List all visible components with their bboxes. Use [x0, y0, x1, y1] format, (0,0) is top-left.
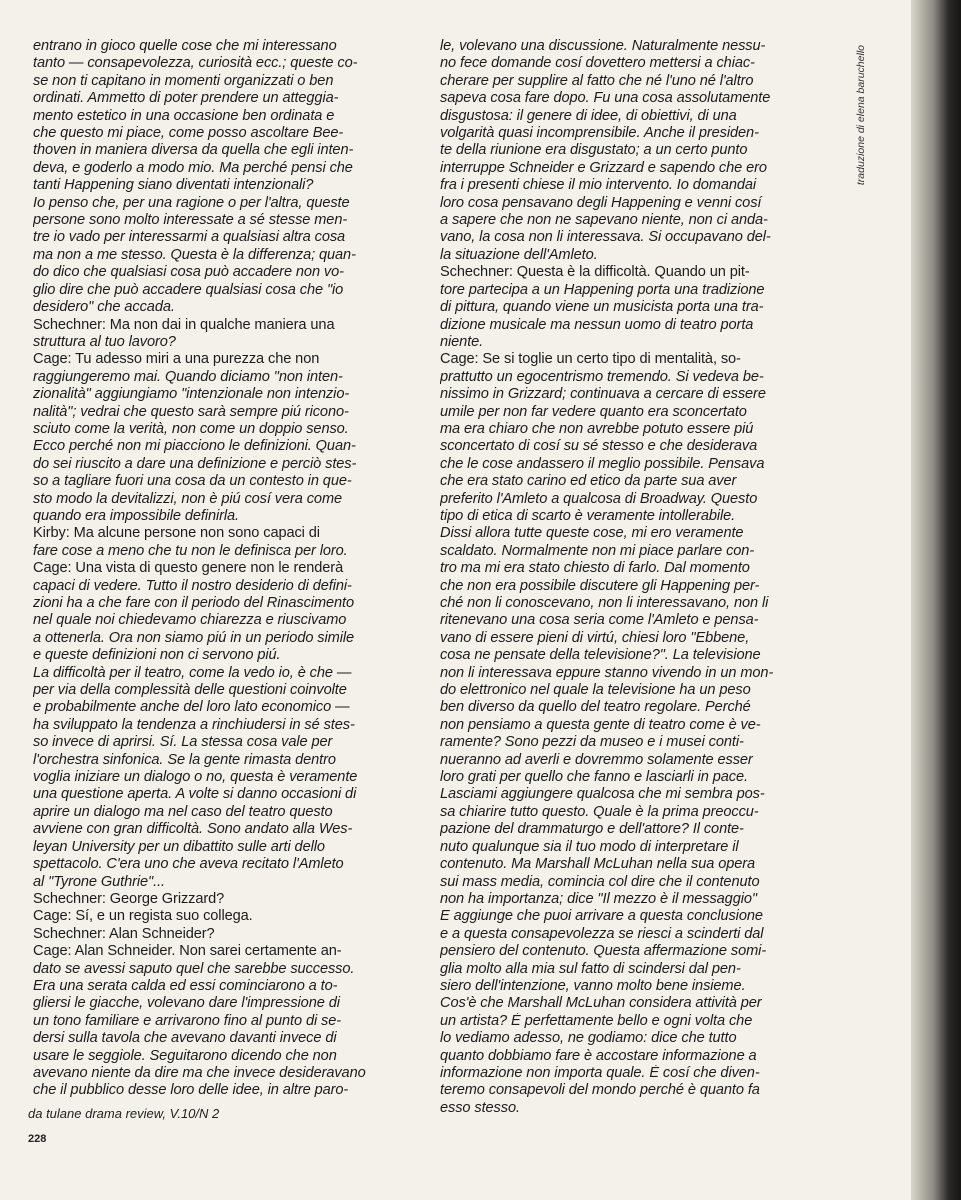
text-line: Cage: Una vista di questo genere non le renderà	[33, 560, 344, 577]
text-line: Cage: Se si toglie un certo tipo di mentalità, so-	[440, 351, 741, 368]
text-line: ben diverso da quello del teatro regolare. Perché	[440, 699, 751, 716]
text-line: ramente? Sono pezzi da museo e i musei conti-	[440, 734, 744, 751]
text-line: desidero" che accada.	[33, 299, 175, 316]
text-line: so invece di aprirsi. Sí. La stessa cosa vale per	[33, 734, 333, 751]
text-line: niente.	[440, 333, 484, 350]
text-line: raggiungeremo mai. Quando diciamo "non inten-	[33, 368, 343, 385]
text-line: Cage: Sí, e un regista suo collega.	[33, 908, 253, 925]
text-line: zionalità" aggiungiamo "intenzionale non intenzio-	[33, 386, 350, 403]
text-line: sto modo la devitalizzi, non è piú cosí vera come	[33, 490, 343, 507]
text-line: fra i presenti chiese il mio intervento. Io domandai	[440, 177, 757, 194]
book-gutter	[911, 0, 961, 1200]
text-line: deva, e goderlo a modo mio. Ma perché pensi che	[33, 159, 353, 176]
text-line: l'orchestra sinfonica. Se la gente rimasta dentro	[33, 751, 336, 768]
text-line: te della riunione era disgustato; a un certo punto	[440, 142, 748, 159]
text-line: nuto qualunque sia il tuo modo di interpretare il	[440, 838, 739, 855]
text-line: tore partecipa a un Happening porta una tradizione	[440, 281, 765, 298]
text-line: le, volevano una discussione. Naturalmente nessu-	[440, 38, 766, 54]
text-line: a sapere che non ne sapevano niente, non ci anda-	[440, 212, 768, 229]
text-line: umile per non far vedere quanto era sconcertato	[440, 403, 747, 420]
text-line: ha sviluppato la tendenza a rinchiudersi in sé stes-	[33, 716, 355, 733]
text-line: la situazione dell'Amleto.	[440, 246, 598, 263]
text-line: che il pubblico desse loro delle idee, in altre paro-	[33, 1082, 349, 1099]
text-line: Schechner: Questa è la difficoltà. Quando un pit-	[440, 264, 750, 281]
text-line: dato se avessi saputo quel che sarebbe successo.	[33, 960, 355, 977]
text-line: ché non li conoscevano, non li interessavano, non li	[440, 595, 769, 611]
text-line: no fece domande cosí dovettero mettersi a chiac-	[440, 55, 755, 72]
text-line: do elettronico nel quale la televisione ha un peso	[440, 682, 751, 699]
text-line: ma era chiaro che non avrebbe potuto essere piú	[440, 420, 754, 437]
text-line: struttura al tuo lavoro?	[33, 333, 176, 350]
text-line: sui mass media, comincia col dire che il contenuto	[440, 873, 760, 890]
text-line: Io penso che, per una ragione o per l'altra, queste	[33, 194, 350, 211]
text-line: gliersi le giacche, volevano dare l'impressione di	[33, 995, 340, 1012]
text-line: nalità"; vedrai che questo sarà sempre piú ricono-	[33, 403, 349, 420]
text-line: sconcertato di cosí su sé stesso e che desiderava	[440, 438, 758, 455]
text-line: usare le seggiole. Seguitarono dicendo che non	[33, 1047, 337, 1064]
text-line: avevano niente da dire ma che invece desideravano	[33, 1064, 366, 1081]
page-number: 228	[28, 1133, 47, 1145]
text-line: un artista? È perfettamente bello e ogni volta che	[440, 1012, 753, 1029]
text-line: contenuto. Ma Marshall McLuhan nella sua opera	[440, 856, 756, 873]
text-line: Cage: Alan Schneider. Non sarei certamente an-	[33, 943, 342, 960]
text-line: sciuto come la verità, non come un doppio senso.	[33, 420, 349, 437]
text-line: sapeva cosa fare dopo. Fu una cosa assolutamente	[440, 90, 771, 107]
text-line: do dico che qualsiasi cosa può accadere non vo-	[33, 264, 344, 281]
text-line: tanto — consapevolezza, curiosità ecc.; queste co-	[33, 55, 358, 72]
text-line: che le cose andassero il meglio possibile. Pensava	[440, 455, 765, 472]
text-line: e probabilmente anche del loro lato economico —	[33, 699, 350, 716]
text-line: non pensiamo a questa gente di teatro come è ve-	[440, 716, 761, 733]
text-line: che era stato carino ed etico da parte sua aver	[440, 473, 737, 490]
text-line: fare cose a meno che tu non le definisca per loro.	[33, 542, 348, 559]
text-line: nissimo in Grizzard; continuava a cercare di essere	[440, 386, 766, 403]
text-line: Schechner: Alan Schneider?	[33, 925, 215, 942]
text-line: teremo consapevoli del mondo perché è quanto fa	[440, 1082, 760, 1099]
left-column	[33, 38, 414, 1100]
right-column	[440, 38, 825, 1117]
text-line: se non ti capitano in momenti organizzati o ben	[33, 72, 334, 89]
text-line: Cos'è che Marshall McLuhan considera attività per	[440, 995, 762, 1012]
text-line: glio dire che può accadere qualsiasi cosa che "io	[33, 281, 344, 298]
text-line: voglia iniziare un dialogo o no, questa è veramente	[33, 769, 358, 786]
text-line: lo vediamo adesso, ne godiamo: dice che tutto	[440, 1030, 737, 1047]
source-citation: da tulane drama review, V.10/N 2	[28, 1106, 220, 1121]
text-line: non li interessava eppure stanno vivendo in un mon-	[440, 664, 774, 681]
text-line: a ottenerla. Ora non siamo piú in un periodo simile	[33, 629, 355, 646]
text-line: cherare per supplire al fatto che né l'uno né l'altro	[440, 72, 754, 89]
text-line: dersi sulla tavola che avevano davanti invece di	[33, 1030, 337, 1047]
text-line: e a questa consapevolezza se riesci a scinderti dal	[440, 925, 764, 942]
text-line: persone sono molto interessate a sé stesse men-	[33, 212, 348, 229]
text-line: entrano in gioco quelle cose che mi interessano	[33, 38, 337, 54]
text-line: prattutto un egocentrismo tremendo. Si vedeva be-	[440, 368, 764, 385]
text-line: pazione del drammaturgo e dell'attore? Il conte-	[440, 821, 744, 838]
text-line: Schechner: Ma non dai in qualche maniera una	[33, 316, 335, 333]
text-line: e queste definizioni non ci servono piú.	[33, 647, 281, 664]
text-line: tro ma mi era stato chiesto di farlo. Dal momento	[440, 560, 750, 577]
text-line: informazione non importa quale. È cosí che diven-	[440, 1064, 760, 1081]
text-line: volgarità quasi incomprensibile. Anche il presiden-	[440, 125, 759, 142]
text-line: vano, la cosa non li interessava. Si occupavano del-	[440, 229, 771, 246]
text-line: Schechner: George Grizzard?	[33, 890, 225, 907]
text-line: Era una serata calda ed essi cominciarono a to-	[33, 977, 338, 994]
text-line: nueranno ad averli e dovremmo solamente esser	[440, 751, 753, 768]
text-line: glia molto alla mia sul fatto di scindersi dal pen-	[440, 960, 741, 977]
text-line: di pittura, quando viene un musicista porta una tra-	[440, 299, 764, 316]
text-line: so a tagliare fuori una cosa da un contesto in que-	[33, 473, 352, 490]
text-line: ordinati. Ammetto di poter prendere un atteggia-	[33, 90, 339, 107]
text-line: Cage: Tu adesso miri a una purezza che non	[33, 351, 320, 368]
text-line: do sei riuscito a dare una definizione e perciò stes-	[33, 455, 357, 472]
text-line: dizione musicale ma nessun uomo di teatro porta	[440, 316, 754, 333]
text-line: spettacolo. C'era uno che aveva recitato l'Amleto	[33, 856, 344, 873]
text-line: scaldato. Normalmente non mi piace parlare con-	[440, 542, 755, 559]
text-line: ritenevano una cosa seria come l'Amleto e pensa-	[440, 612, 759, 629]
text-line: esso stesso.	[440, 1099, 520, 1116]
text-line: un tono familiare e arrivarono fino al punto di se-	[33, 1012, 342, 1029]
text-line: tanti Happening siano diventati intenzionali?	[33, 177, 314, 194]
text-line: Kirby: Ma alcune persone non sono capaci di	[33, 525, 320, 542]
translator-credit: traduzione di elena baruchello	[855, 45, 867, 186]
text-line: avviene con gran difficoltà. Sono andato alla Wes-	[33, 821, 353, 838]
text-line: loro cosa pensavano degli Happening e venni cosí	[440, 194, 762, 211]
text-line: una questione aperta. A volte si danno occasioni di	[33, 786, 357, 803]
text-line: vano di essere pieni di virtú, chiesi loro "Ebbene,	[440, 629, 750, 646]
text-line: cosa ne pensate della televisione?". La televisione	[440, 647, 761, 664]
text-line: siero dell'intenzione, vanno molto bene insieme.	[440, 977, 746, 994]
text-line: Lasciami aggiungere qualcosa che mi sembra pos-	[440, 786, 765, 803]
text-line: che questo mi piace, come posso ascoltare Bee-	[33, 125, 344, 142]
text-line: loro grati per quello che fanno e lasciarli in pace.	[440, 769, 748, 786]
text-line: leyan University per un dibattito sulle arti dello	[33, 838, 325, 855]
text-line: tre io vado per interessarmi a qualsiasi altra cosa	[33, 229, 346, 246]
text-line: E aggiunge che puoi arrivare a questa conclusione	[440, 908, 763, 925]
text-line: nel quale noi chiedevamo chiarezza e riuscivamo	[33, 612, 347, 629]
text-line: thoven in maniera diversa da quella che egli inten-	[33, 142, 354, 159]
text-line: ma non a me stesso. Questa è la differenza; quan-	[33, 246, 356, 263]
text-line: per via della complessità delle questioni coinvolte	[33, 682, 347, 699]
text-line: zioni ha a che fare con il periodo del Rinascimento	[33, 595, 355, 611]
text-line: sa chiarire tutto questo. Quale è la prima preoccu-	[440, 803, 759, 820]
text-line: Dissi allora tutte queste cose, mi ero veramente	[440, 525, 744, 542]
text-line: preferito l'Amleto a qualcosa di Broadway. Questo	[440, 490, 758, 507]
text-line: La difficoltà per il teatro, come la vedo io, è che —	[33, 664, 352, 681]
text-line: interruppe Schneider e Grizzard e sapendo che ero	[440, 159, 767, 176]
text-line: che non era possibile discutere gli Happening per-	[440, 577, 760, 594]
text-line: capaci di vedere. Tutto il nostro desiderio di defini-	[33, 577, 352, 594]
text-line: al "Tyrone Guthrie"...	[33, 873, 165, 890]
text-line: tipo di etica di scarto è veramente intollerabile.	[440, 507, 736, 524]
text-line: quando era impossibile definirla.	[33, 507, 240, 524]
text-line: non ha importanza; dice "Il mezzo è il messaggio"	[440, 890, 757, 907]
text-line: mento estetico in una occasione ben ordinata e	[33, 107, 335, 124]
text-line: Ecco perché non mi piacciono le definizioni. Quan-	[33, 438, 356, 455]
text-line: disgustosa: il genere di idee, di obiettivi, di una	[440, 107, 737, 124]
text-line: pensiero del contenuto. Questa affermazione somi-	[440, 943, 767, 960]
text-line: quanto dobbiamo fare è accostare informazione a	[440, 1047, 757, 1064]
text-line: aprire un dialogo ma nel caso del teatro questo	[33, 803, 333, 820]
